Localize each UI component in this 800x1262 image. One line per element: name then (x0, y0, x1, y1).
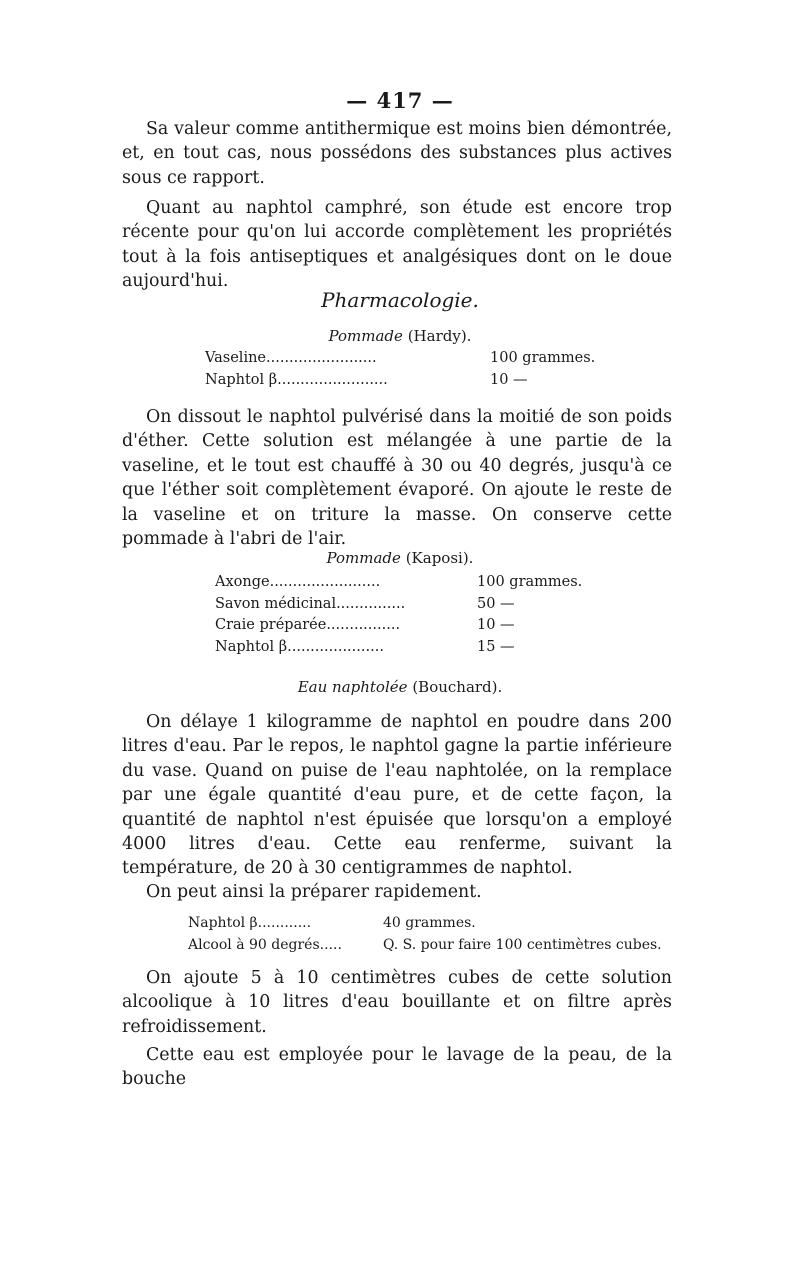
recipe-row (188, 913, 662, 935)
paragraph-text: On ajoute 5 à 10 centimètres cubes de cette solution alcoolique à 10 litres d'eau bouillante et on filtre après refroidissement. (122, 968, 672, 1037)
paragraph (122, 880, 672, 904)
ingredient-quantity: 100 grammes. (477, 574, 583, 590)
ingredient-name: Naphtol β............ (188, 915, 312, 931)
ingredient-quantity: Q. S. pour faire 100 centimètres cubes. (383, 936, 662, 953)
paragraph-text: Quant au naphtol camphré, son étude est encore trop récente pour qu'on lui accorde complètement les propriétés tout à la fois antiseptiques et analgésiques dont on le doue aujourd'hui. (122, 198, 672, 292)
paragraph (122, 117, 672, 190)
ingredient-quantity: 10 — (477, 617, 515, 633)
recipe-title-text: Eau naphtolée (297, 678, 408, 696)
section-heading: Pharmacologie. (321, 288, 479, 312)
recipe-row (215, 637, 582, 659)
recipe-author: (Kaposi). (405, 549, 474, 567)
paragraph (122, 1043, 672, 1092)
ingredient-name: Alcool à 90 degrés..... (188, 936, 342, 953)
recipe-row (215, 572, 582, 594)
paragraph-text: On délaye 1 kilogramme de naphtol en poudre dans 200 litres d'eau. Par le repos, le naphtol gagne la partie inférieure du vase. Quand on puise de l'eau naphtolée, on la remplace par une égale quantité d'eau pure, et de cette façon, la quantité de naphtol n'est épuisée que lorsqu'on a employé 4000 litres d'eau. Cette eau renferme, suivant la température, de 20 à 30 centigrammes de naphtol. (122, 712, 672, 879)
recipe-title (0, 678, 800, 696)
ingredient-name: Naphtol β..................... (215, 638, 384, 655)
recipe-row (188, 935, 662, 957)
ingredient-quantity: 10 — (490, 371, 528, 388)
paragraph (122, 405, 672, 551)
recipe-row (205, 348, 595, 370)
ingredient-quantity: 40 grammes. (383, 915, 476, 931)
ingredient-quantity: 50 — (477, 595, 515, 612)
paragraph (122, 196, 672, 294)
recipe-author: (Bouchard). (412, 678, 503, 696)
page-number: — 417 — (346, 88, 454, 113)
ingredient-name: Axonge........................ (215, 574, 381, 590)
recipe-title (0, 549, 800, 567)
paragraph-text: On peut ainsi la préparer rapidement. (146, 882, 482, 902)
recipe-table (205, 348, 595, 391)
ingredient-name: Naphtol β........................ (205, 371, 388, 388)
recipe-row (215, 615, 582, 637)
recipe-title-text: Pommade (326, 549, 401, 567)
recipe-table (215, 572, 582, 658)
recipe-row (215, 594, 582, 616)
ingredient-name: Craie préparée................ (215, 617, 401, 633)
recipe-title (0, 327, 800, 345)
paragraph (122, 710, 672, 881)
ingredient-name: Vaseline........................ (205, 350, 377, 366)
paragraph-text: On dissout le naphtol pulvérisé dans la moitié de son poids d'éther. Cette solution est mélangée à une partie de la vaseline, et le tout est chauffé à 30 ou 40 degrés, jusqu'à ce que l'éther soit complètement évaporé. On ajoute le reste de la vaseline et on triture la masse. On conserve cette pommade à l'abri de l'air. (122, 407, 672, 550)
ingredient-name: Savon médicinal............... (215, 595, 406, 612)
ingredient-quantity: 15 — (477, 638, 515, 655)
paragraph (122, 966, 672, 1039)
recipe-author: (Hardy). (407, 327, 472, 345)
paragraph-text: Sa valeur comme antithermique est moins bien démontrée, et, en tout cas, nous possédons des substances plus actives sous ce rapport. (122, 119, 672, 188)
paragraph-text: Cette eau est employée pour le lavage de la peau, de la bouche (122, 1045, 672, 1090)
recipe-row (205, 370, 595, 392)
recipe-table (188, 913, 662, 956)
ingredient-quantity: 100 grammes. (490, 350, 596, 366)
recipe-title-text: Pommade (328, 327, 403, 345)
